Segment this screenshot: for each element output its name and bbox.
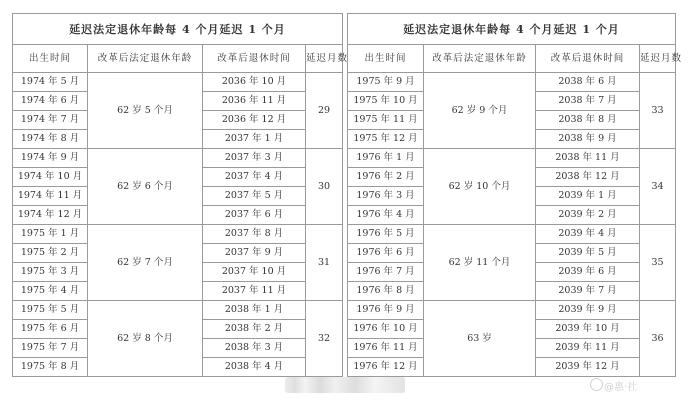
birth-time-cell: 1975 年 12 月: [348, 130, 424, 149]
birth-time-cell: 1976 年 12 月: [348, 358, 424, 377]
birth-time-cell: 1976 年 9 月: [348, 301, 424, 320]
retirement-table-left: [12, 13, 349, 377]
retirement-time-cell: 2038 年 2 月: [203, 320, 306, 339]
birth-time-cell: 1975 年 10 月: [348, 92, 424, 111]
birth-time-cell: 1975 年 1 月: [13, 225, 88, 244]
retirement-time-cell: 2038 年 9 月: [536, 130, 640, 149]
retirement-time-cell: 2037 年 10 月: [203, 263, 306, 282]
delay-months-cell: 31: [306, 225, 343, 301]
birth-time-cell: 1974 年 10 月: [13, 168, 88, 187]
birth-time-cell: 1975 年 5 月: [13, 301, 88, 320]
birth-time-cell: 1974 年 7 月: [13, 111, 88, 130]
delay-months-cell: 34: [640, 149, 676, 225]
table-row: [348, 73, 676, 92]
retirement-age-cell: 62 岁 6 个月: [88, 149, 203, 225]
birth-time-cell: 1974 年 6 月: [13, 92, 88, 111]
birth-time-cell: 1976 年 2 月: [348, 168, 424, 187]
retirement-age-cell: 62 岁 5 个月: [88, 73, 203, 149]
retirement-time-cell: 2038 年 7 月: [536, 92, 640, 111]
retirement-age-cell: 62 岁 9 个月: [424, 73, 536, 149]
delay-months-cell: 32: [306, 301, 343, 377]
birth-time-cell: 1976 年 1 月: [348, 149, 424, 168]
delay-months-cell: 30: [306, 149, 343, 225]
retirement-time-cell: 2039 年 9 月: [536, 301, 640, 320]
retirement-time-cell: 2036 年 12 月: [203, 111, 306, 130]
blurred-watermark-bar: [285, 377, 405, 393]
birth-time-cell: 1976 年 3 月: [348, 187, 424, 206]
retirement-time-cell: 2039 年 4 月: [536, 225, 640, 244]
retirement-time-cell: 2037 年 1 月: [203, 130, 306, 149]
delay-months-cell: 29: [306, 73, 343, 149]
retirement-time-cell: 2037 年 11 月: [203, 282, 306, 301]
birth-time-cell: 1975 年 7 月: [13, 339, 88, 358]
birth-time-cell: 1974 年 11 月: [13, 187, 88, 206]
header-delay-months: 延迟月数: [306, 45, 343, 73]
table-row: [13, 149, 343, 168]
header-birth-time: 出生时间: [13, 45, 88, 73]
retirement-time-cell: 2038 年 3 月: [203, 339, 306, 358]
weibo-logo-icon: [590, 378, 603, 391]
retirement-age-cell: 62 岁 11 个月: [424, 225, 536, 301]
header-retirement-age: 改革后法定退休年龄: [424, 45, 536, 73]
retirement-time-cell: 2039 年 6 月: [536, 263, 640, 282]
retirement-time-cell: 2037 年 6 月: [203, 206, 306, 225]
retirement-time-cell: 2036 年 11 月: [203, 92, 306, 111]
retirement-age-cell: 62 岁 10 个月: [424, 149, 536, 225]
watermark-text: @惠·社: [604, 382, 638, 393]
retirement-time-cell: 2038 年 12 月: [536, 168, 640, 187]
retirement-age-cell: 62 岁 7 个月: [88, 225, 203, 301]
retirement-age-cell: 63 岁: [424, 301, 536, 377]
retirement-time-cell: 2037 年 4 月: [203, 168, 306, 187]
table-row: [348, 301, 676, 320]
table-row: [13, 225, 343, 244]
table-row: [13, 73, 343, 92]
retirement-time-cell: 2039 年 7 月: [536, 282, 640, 301]
table-title: 延迟法定退休年龄每 4 个月延迟 1 个月: [348, 14, 676, 45]
header-birth-time: 出生时间: [348, 45, 424, 73]
header-retirement-time: 改革后退休时间: [203, 45, 306, 73]
birth-time-cell: 1976 年 4 月: [348, 206, 424, 225]
retirement-time-cell: 2038 年 4 月: [203, 358, 306, 377]
birth-time-cell: 1976 年 7 月: [348, 263, 424, 282]
birth-time-cell: 1974 年 12 月: [13, 206, 88, 225]
retirement-time-cell: 2039 年 12 月: [536, 358, 640, 377]
retirement-time-cell: 2039 年 1 月: [536, 187, 640, 206]
birth-time-cell: 1974 年 5 月: [13, 73, 88, 92]
birth-time-cell: 1976 年 10 月: [348, 320, 424, 339]
birth-time-cell: 1975 年 4 月: [13, 282, 88, 301]
birth-time-cell: 1976 年 8 月: [348, 282, 424, 301]
table-row: [13, 301, 343, 320]
retirement-time-cell: 2039 年 11 月: [536, 339, 640, 358]
retirement-time-cell: 2039 年 2 月: [536, 206, 640, 225]
retirement-time-cell: 2038 年 6 月: [536, 73, 640, 92]
retirement-time-cell: 2039 年 10 月: [536, 320, 640, 339]
retirement-time-cell: 2038 年 8 月: [536, 111, 640, 130]
birth-time-cell: 1975 年 2 月: [13, 244, 88, 263]
retirement-time-cell: 2038 年 11 月: [536, 149, 640, 168]
birth-time-cell: 1975 年 9 月: [348, 73, 424, 92]
retirement-time-cell: 2037 年 9 月: [203, 244, 306, 263]
birth-time-cell: 1975 年 11 月: [348, 111, 424, 130]
birth-time-cell: 1975 年 3 月: [13, 263, 88, 282]
table-title: 延迟法定退休年龄每 4 个月延迟 1 个月: [13, 14, 343, 45]
birth-time-cell: 1974 年 8 月: [13, 130, 88, 149]
birth-time-cell: 1974 年 9 月: [13, 149, 88, 168]
birth-time-cell: 1976 年 5 月: [348, 225, 424, 244]
retirement-time-cell: 2036 年 10 月: [203, 73, 306, 92]
table-row: [348, 149, 676, 168]
retirement-time-cell: 2038 年 1 月: [203, 301, 306, 320]
birth-time-cell: 1975 年 8 月: [13, 358, 88, 377]
delay-months-cell: 36: [640, 301, 676, 377]
header-delay-months: 延迟月数: [640, 45, 676, 73]
retirement-age-cell: 62 岁 8 个月: [88, 301, 203, 377]
retirement-time-cell: 2037 年 3 月: [203, 149, 306, 168]
header-retirement-age: 改革后法定退休年龄: [88, 45, 203, 73]
retirement-time-cell: 2037 年 5 月: [203, 187, 306, 206]
delay-months-cell: 33: [640, 73, 676, 149]
birth-time-cell: 1975 年 6 月: [13, 320, 88, 339]
retirement-table-right: [347, 13, 683, 377]
retirement-time-cell: 2037 年 8 月: [203, 225, 306, 244]
delay-months-cell: 35: [640, 225, 676, 301]
table-row: [348, 225, 676, 244]
retirement-time-cell: 2039 年 5 月: [536, 244, 640, 263]
birth-time-cell: 1976 年 6 月: [348, 244, 424, 263]
birth-time-cell: 1976 年 11 月: [348, 339, 424, 358]
header-retirement-time: 改革后退休时间: [536, 45, 640, 73]
